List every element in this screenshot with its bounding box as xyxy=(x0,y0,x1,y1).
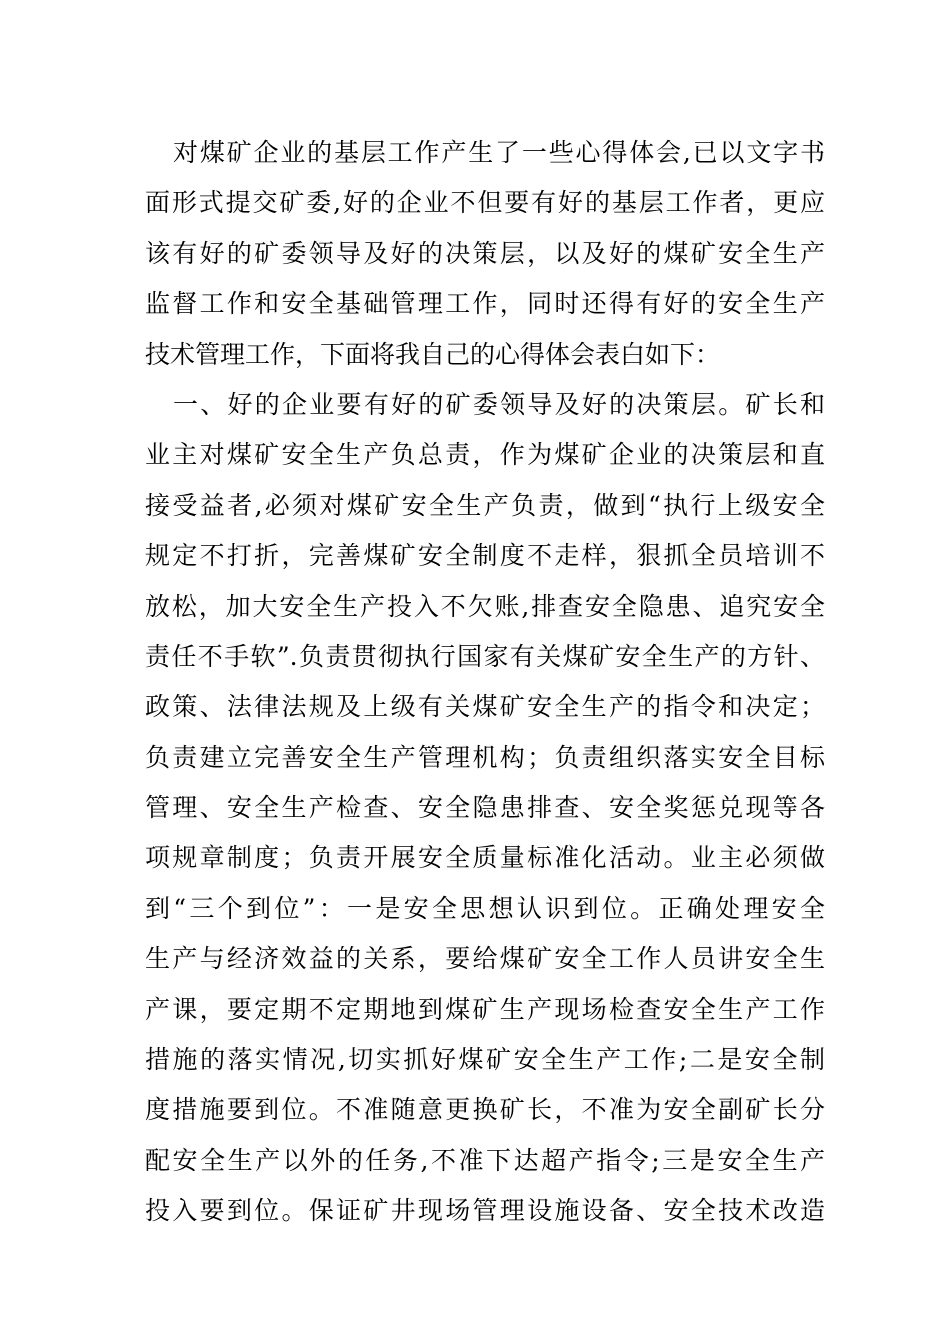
text-line-22: 投入要到位。保证矿井现场管理设施设备、安全技术改造 xyxy=(145,1196,825,1226)
body-text xyxy=(145,128,825,1237)
text-line-9: 规定不打折，完善煤矿安全制度不走样，狠抓全员培训不 xyxy=(145,541,825,571)
text-line-10: 放松，加大安全生产投入不欠账,排查安全隐患、追究安全 xyxy=(145,591,825,621)
text-line-5: 技术管理工作，下面将我自己的心得体会表白如下： xyxy=(145,339,721,369)
text-line-21: 配安全生产以外的任务,不准下达超产指令;三是安全生产 xyxy=(145,1145,825,1175)
text-line-3: 该有好的矿委领导及好的决策层，以及好的煤矿安全生产 xyxy=(145,238,825,268)
text-line-12: 政策、法律法规及上级有关煤矿安全生产的指令和决定； xyxy=(145,692,825,722)
text-line-1: 对煤矿企业的基层工作产生了一些心得体会,已以文字书 xyxy=(173,138,825,167)
text-line-13: 负责建立完善安全生产管理机构；负责组织落实安全目标 xyxy=(145,742,825,772)
text-line-20: 度措施要到位。不准随意更换矿长，不准为安全副矿长分 xyxy=(145,1095,825,1125)
text-line-16: 到“三个到位”：一是安全思想认识到位。正确处理安全 xyxy=(145,893,825,923)
text-line-15: 项规章制度；负责开展安全质量标准化活动。业主必须做 xyxy=(145,843,825,873)
text-line-6: 一、好的企业要有好的矿委领导及好的决策层。矿长和 xyxy=(173,389,825,419)
text-line-18: 产课，要定期不定期地到煤矿生产现场检查安全生产工作 xyxy=(145,994,825,1024)
text-line-4: 监督工作和安全基础管理工作，同时还得有好的安全生产 xyxy=(145,289,825,319)
text-line-19: 措施的落实情况,切实抓好煤矿安全生产工作;二是安全制 xyxy=(145,1045,825,1075)
text-line-2: 面形式提交矿委,好的企业不但要有好的基层工作者，更应 xyxy=(145,188,825,218)
text-line-7: 业主对煤矿安全生产负总责，作为煤矿企业的决策层和直 xyxy=(145,440,825,470)
text-line-11: 责任不手软”.负责贯彻执行国家有关煤矿安全生产的方针、 xyxy=(145,641,825,671)
text-line-14: 管理、安全生产检查、安全隐患排查、安全奖惩兑现等各 xyxy=(145,793,825,823)
text-line-17: 生产与经济效益的关系，要给煤矿安全工作人员讲安全生 xyxy=(145,944,825,974)
text-line-8: 接受益者,必须对煤矿安全生产负责，做到“执行上级安全 xyxy=(145,490,825,520)
